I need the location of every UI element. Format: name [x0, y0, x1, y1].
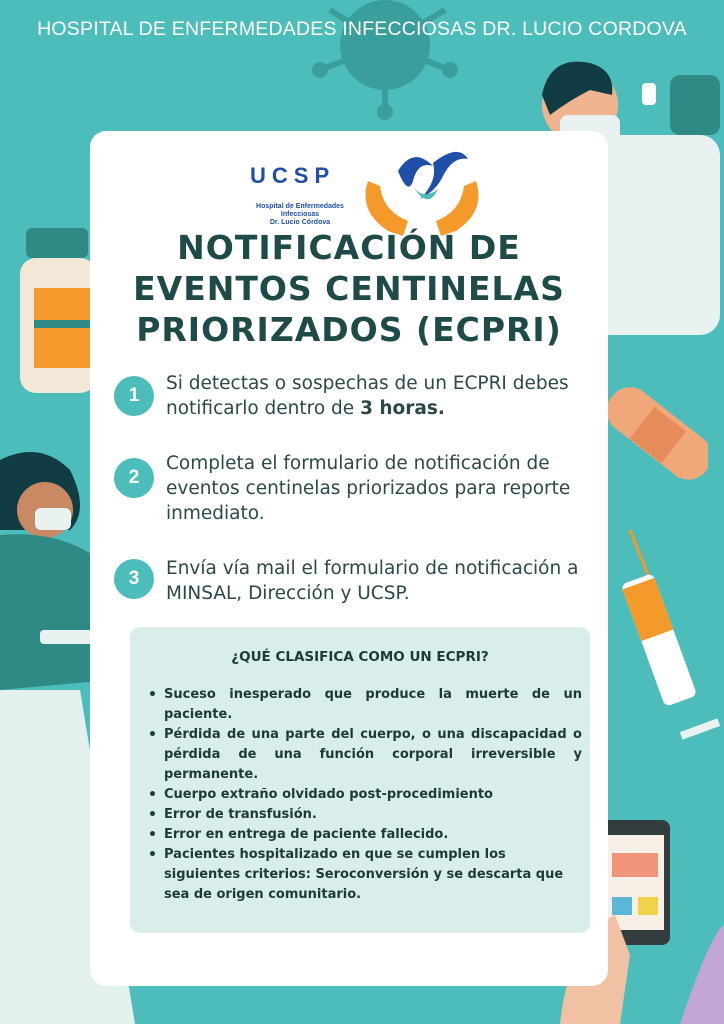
classification-box: [130, 627, 590, 933]
list-item: • Pacientes hospitalizado en que se cumplen los siguientes criterios: Seroconversión y se descarta que sea de origen comunitario.: [148, 845, 582, 905]
step-number-badge: 2: [114, 458, 154, 498]
notification-card: [90, 131, 608, 986]
syringe-illustration: [610, 520, 724, 770]
hospital-header: HOSPITAL DE ENFERMEDADES INFECCIOSAS DR. LUCIO CORDOVA: [37, 18, 687, 40]
classification-heading: ¿QUÉ CLASIFICA COMO UN ECPRI?: [231, 649, 489, 665]
step-number-badge: 3: [114, 559, 154, 599]
ucsp-logo: [250, 151, 490, 237]
main-title: NOTIFICACIÓN DE EVENTOS CENTINELAS PRIORIZADOS (ECPRI): [133, 228, 565, 349]
list-item: • Error de transfusión.: [148, 805, 582, 825]
logo-acronym: UCSP: [250, 163, 336, 188]
list-item: • Pérdida de una parte del cuerpo, o una discapacidad o pérdida de una función corporal irreversible y permanente.: [148, 725, 582, 785]
step-text: Completa el formulario de notificación de eventos centinelas priorizados para reporte inmediato.: [166, 453, 571, 524]
list-item: • Suceso inesperado que produce la muerte de un paciente.: [148, 685, 582, 725]
list-item: • Cuerpo extraño olvidado post-procedimiento: [148, 785, 582, 805]
list-item: • Error en entrega de paciente fallecido.: [148, 825, 582, 845]
pill-bottle-illustration: [18, 228, 98, 398]
bandage-illustration: [608, 385, 708, 485]
classification-list: [148, 685, 582, 905]
step-number-badge: 1: [114, 376, 154, 416]
step-text: Envía vía mail el formulario de notificación a MINSAL, Dirección y UCSP.: [166, 558, 579, 604]
step-text: Si detectas o sospechas de un ECPRI debes notificarlo dentro de 3 horas.: [166, 373, 569, 419]
logo-subtitle: Hospital de Enfermedades Infecciosas Dr. Lucio Córdova: [256, 203, 344, 226]
